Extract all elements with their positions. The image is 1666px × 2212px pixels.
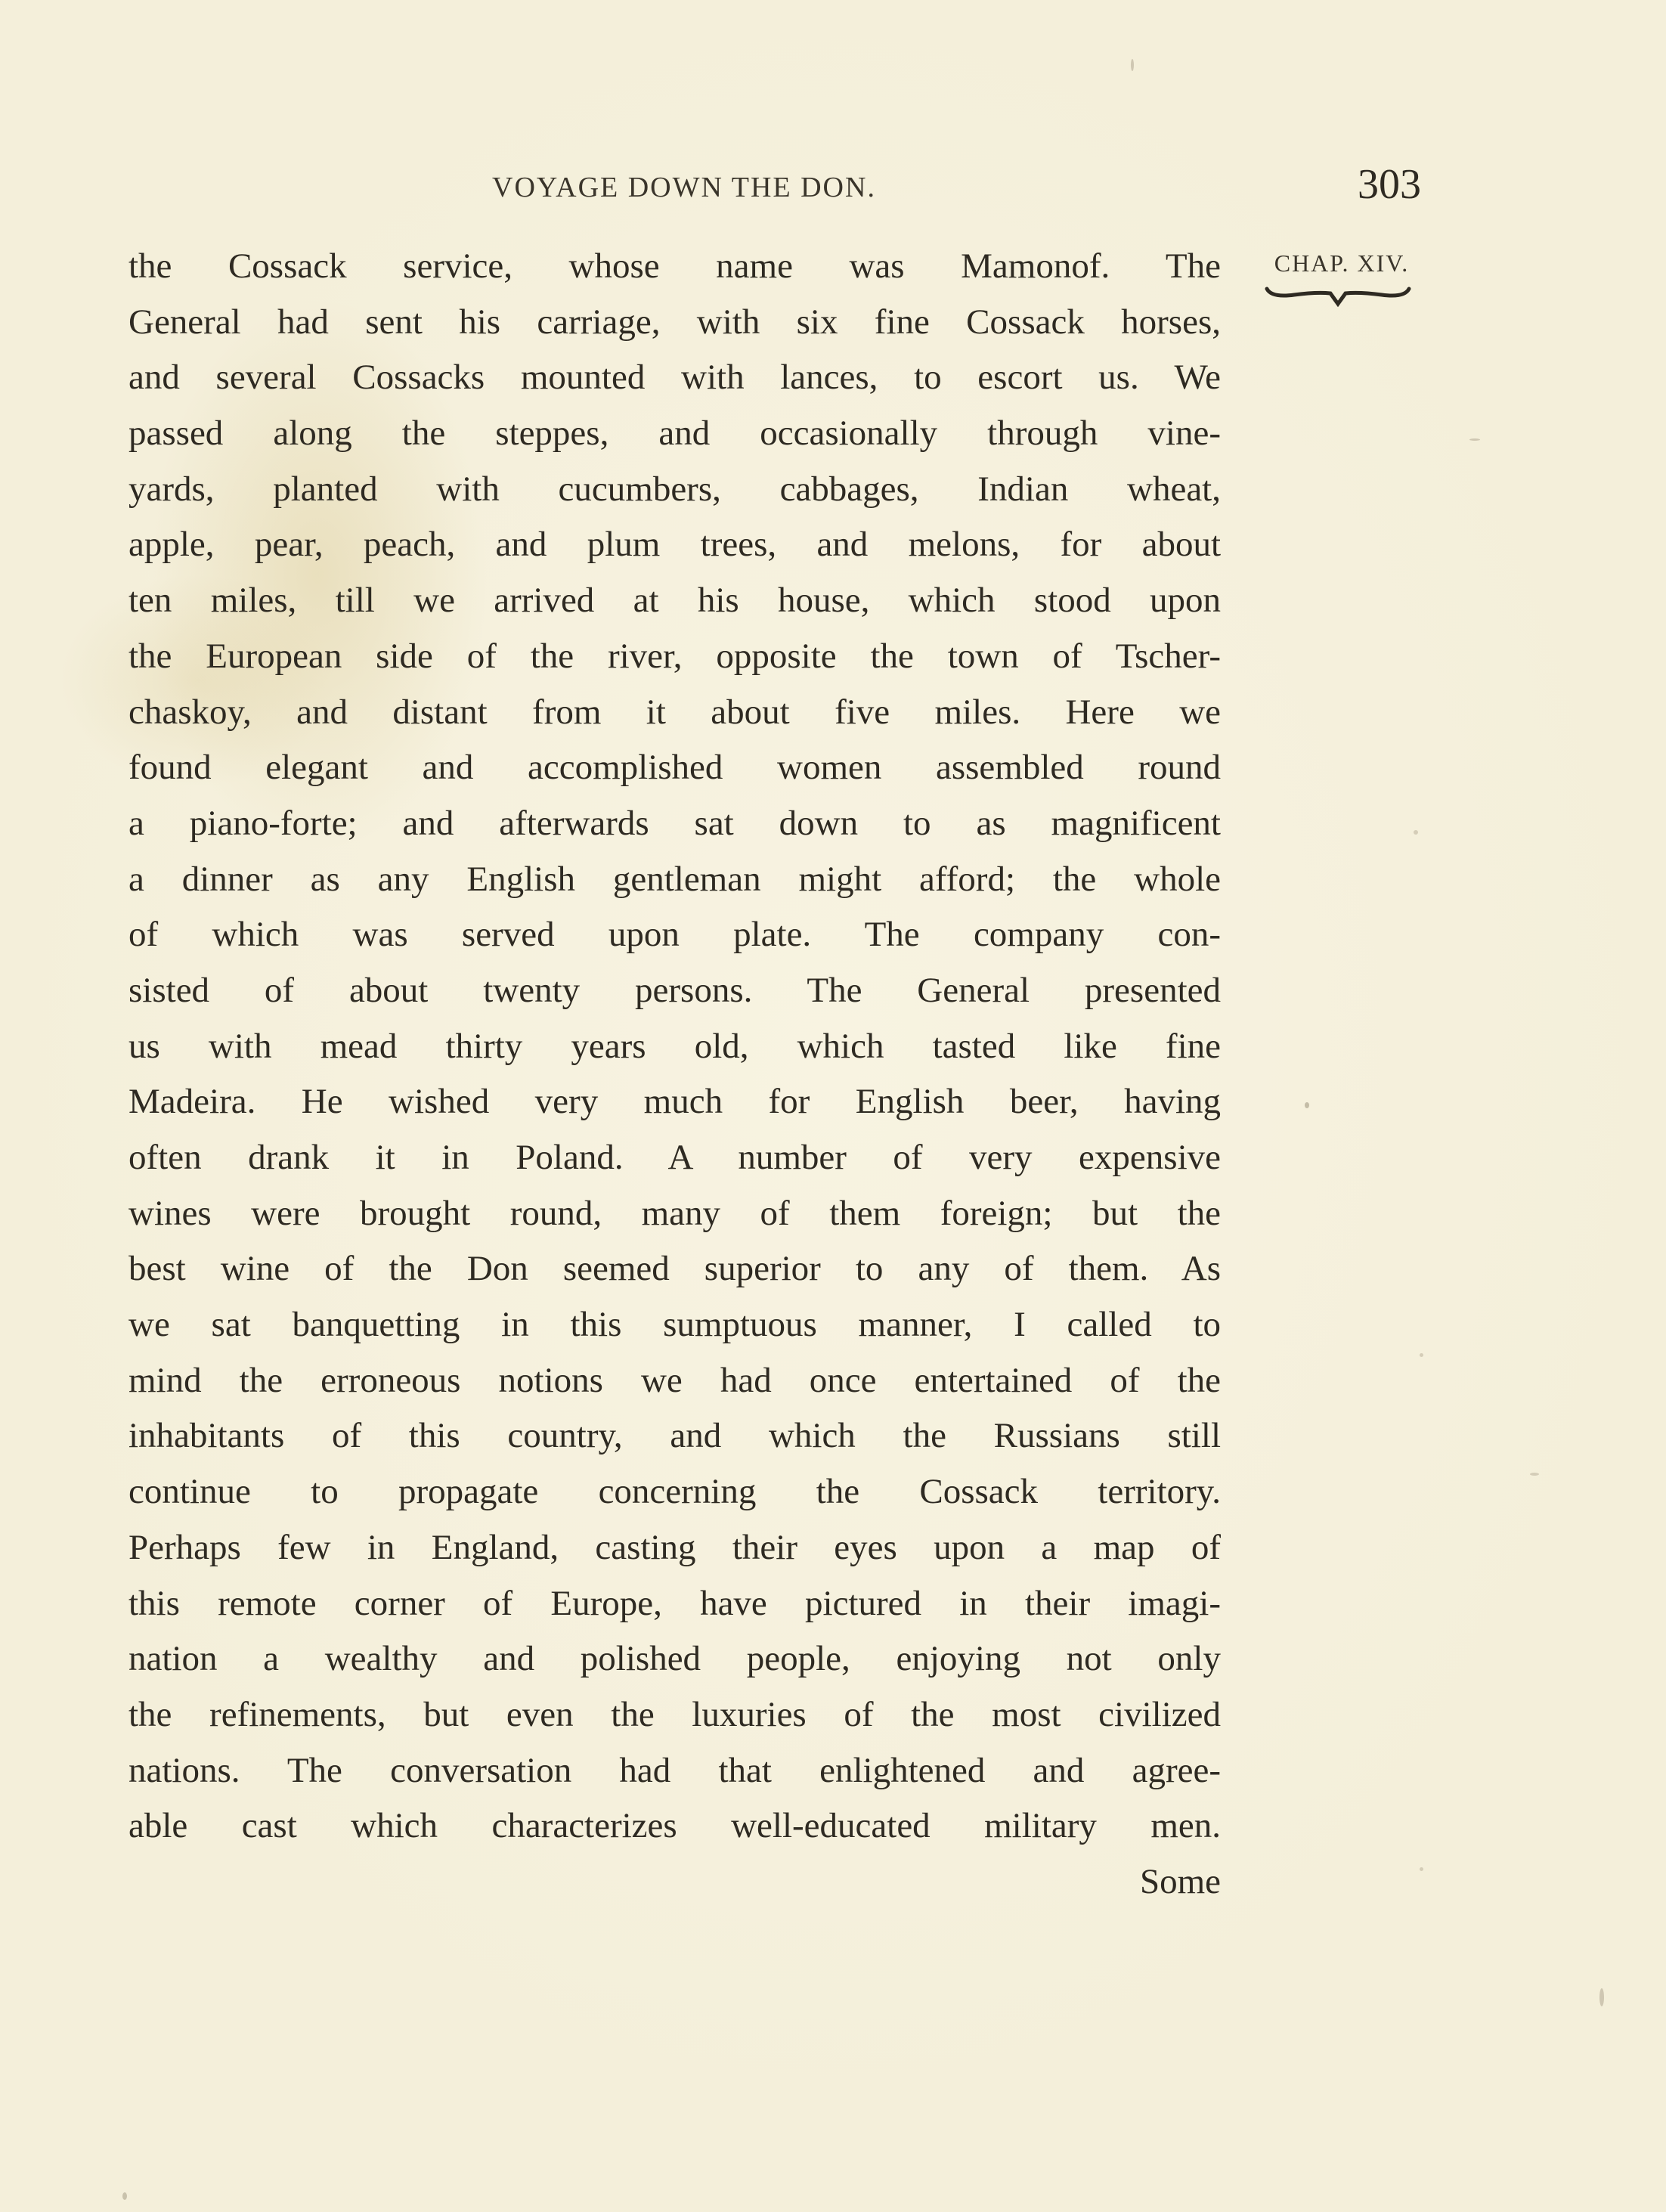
chapter-margin-note: CHAP. XIV.	[1274, 249, 1410, 277]
text-line: sisted of about twenty persons. The General presented	[129, 970, 1221, 1010]
text-line: passed along the steppes, and occasionally through vine-	[129, 414, 1221, 454]
text-line: continue to propagate concerning the Cossack territory.	[129, 1472, 1221, 1512]
paper-speck	[1469, 438, 1480, 441]
brace-ornament-icon	[1264, 281, 1412, 311]
paper-speck	[1420, 1353, 1423, 1357]
text-line: nation a wealthy and polished people, enjoying not only	[129, 1639, 1221, 1679]
text-line: Perhaps few in England, casting their eyes upon a map of	[129, 1527, 1221, 1567]
text-line: we sat banquetting in this sumptuous manner, I called to	[129, 1305, 1221, 1345]
text-line: ten miles, till we arrived at his house, which stood upon	[129, 581, 1221, 621]
text-line: and several Cossacks mounted with lances, to escort us. We	[129, 358, 1221, 398]
running-head: VOYAGE DOWN THE DON.	[492, 172, 876, 203]
text-line: Madeira. He wished very much for English beer, having	[129, 1082, 1221, 1122]
text-line: often drank it in Poland. A number of very expensive	[129, 1138, 1221, 1177]
catchword: Some	[1139, 1861, 1221, 1901]
text-line: mind the erroneous notions we had once entertained of the	[129, 1360, 1221, 1400]
text-line: this remote corner of Europe, have pictured in their imagi-	[129, 1583, 1221, 1623]
paper-speck	[1420, 1867, 1423, 1871]
body-text	[129, 239, 1221, 1910]
text-line: able cast which characterizes well-educated military men.	[129, 1806, 1221, 1846]
text-line: a dinner as any English gentleman might afford; the whole	[129, 859, 1221, 899]
text-line: inhabitants of this country, and which the Russians still	[129, 1416, 1221, 1456]
text-line: of which was served upon plate. The company con-	[129, 915, 1221, 955]
text-line: found elegant and accomplished women assembled round	[129, 748, 1221, 788]
page-number: 303	[1358, 161, 1421, 208]
text-line: wines were brought round, many of them foreign; but the	[129, 1193, 1221, 1233]
paper-speck	[1305, 1102, 1309, 1108]
paper-speck	[1414, 830, 1418, 835]
text-line: the European side of the river, opposite the town of Tscher-	[129, 636, 1221, 676]
text-line: a piano-forte; and afterwards sat down to as magnificent	[129, 803, 1221, 843]
text-line: the refinements, but even the luxuries of the most civilized	[129, 1694, 1221, 1734]
text-line: General had sent his carriage, with six fine Cossack horses,	[129, 302, 1221, 342]
text-line: yards, planted with cucumbers, cabbages, Indian wheat,	[129, 469, 1221, 509]
text-line: us with mead thirty years old, which tasted like fine	[129, 1026, 1221, 1066]
paper-speck	[1530, 1473, 1539, 1476]
text-line: chaskoy, and distant from it about five miles. Here we	[129, 692, 1221, 732]
text-line: apple, pear, peach, and plum trees, and melons, for about	[129, 525, 1221, 565]
paper-speck	[1131, 59, 1134, 71]
paper-speck	[1599, 1988, 1604, 2006]
text-line: best wine of the Don seemed superior to any of them. As	[129, 1249, 1221, 1289]
text-line: the Cossack service, whose name was Mamonof. The	[129, 246, 1221, 286]
text-line: nations. The conversation had that enlightened and agree-	[129, 1750, 1221, 1790]
paper-speck	[122, 2192, 127, 2200]
